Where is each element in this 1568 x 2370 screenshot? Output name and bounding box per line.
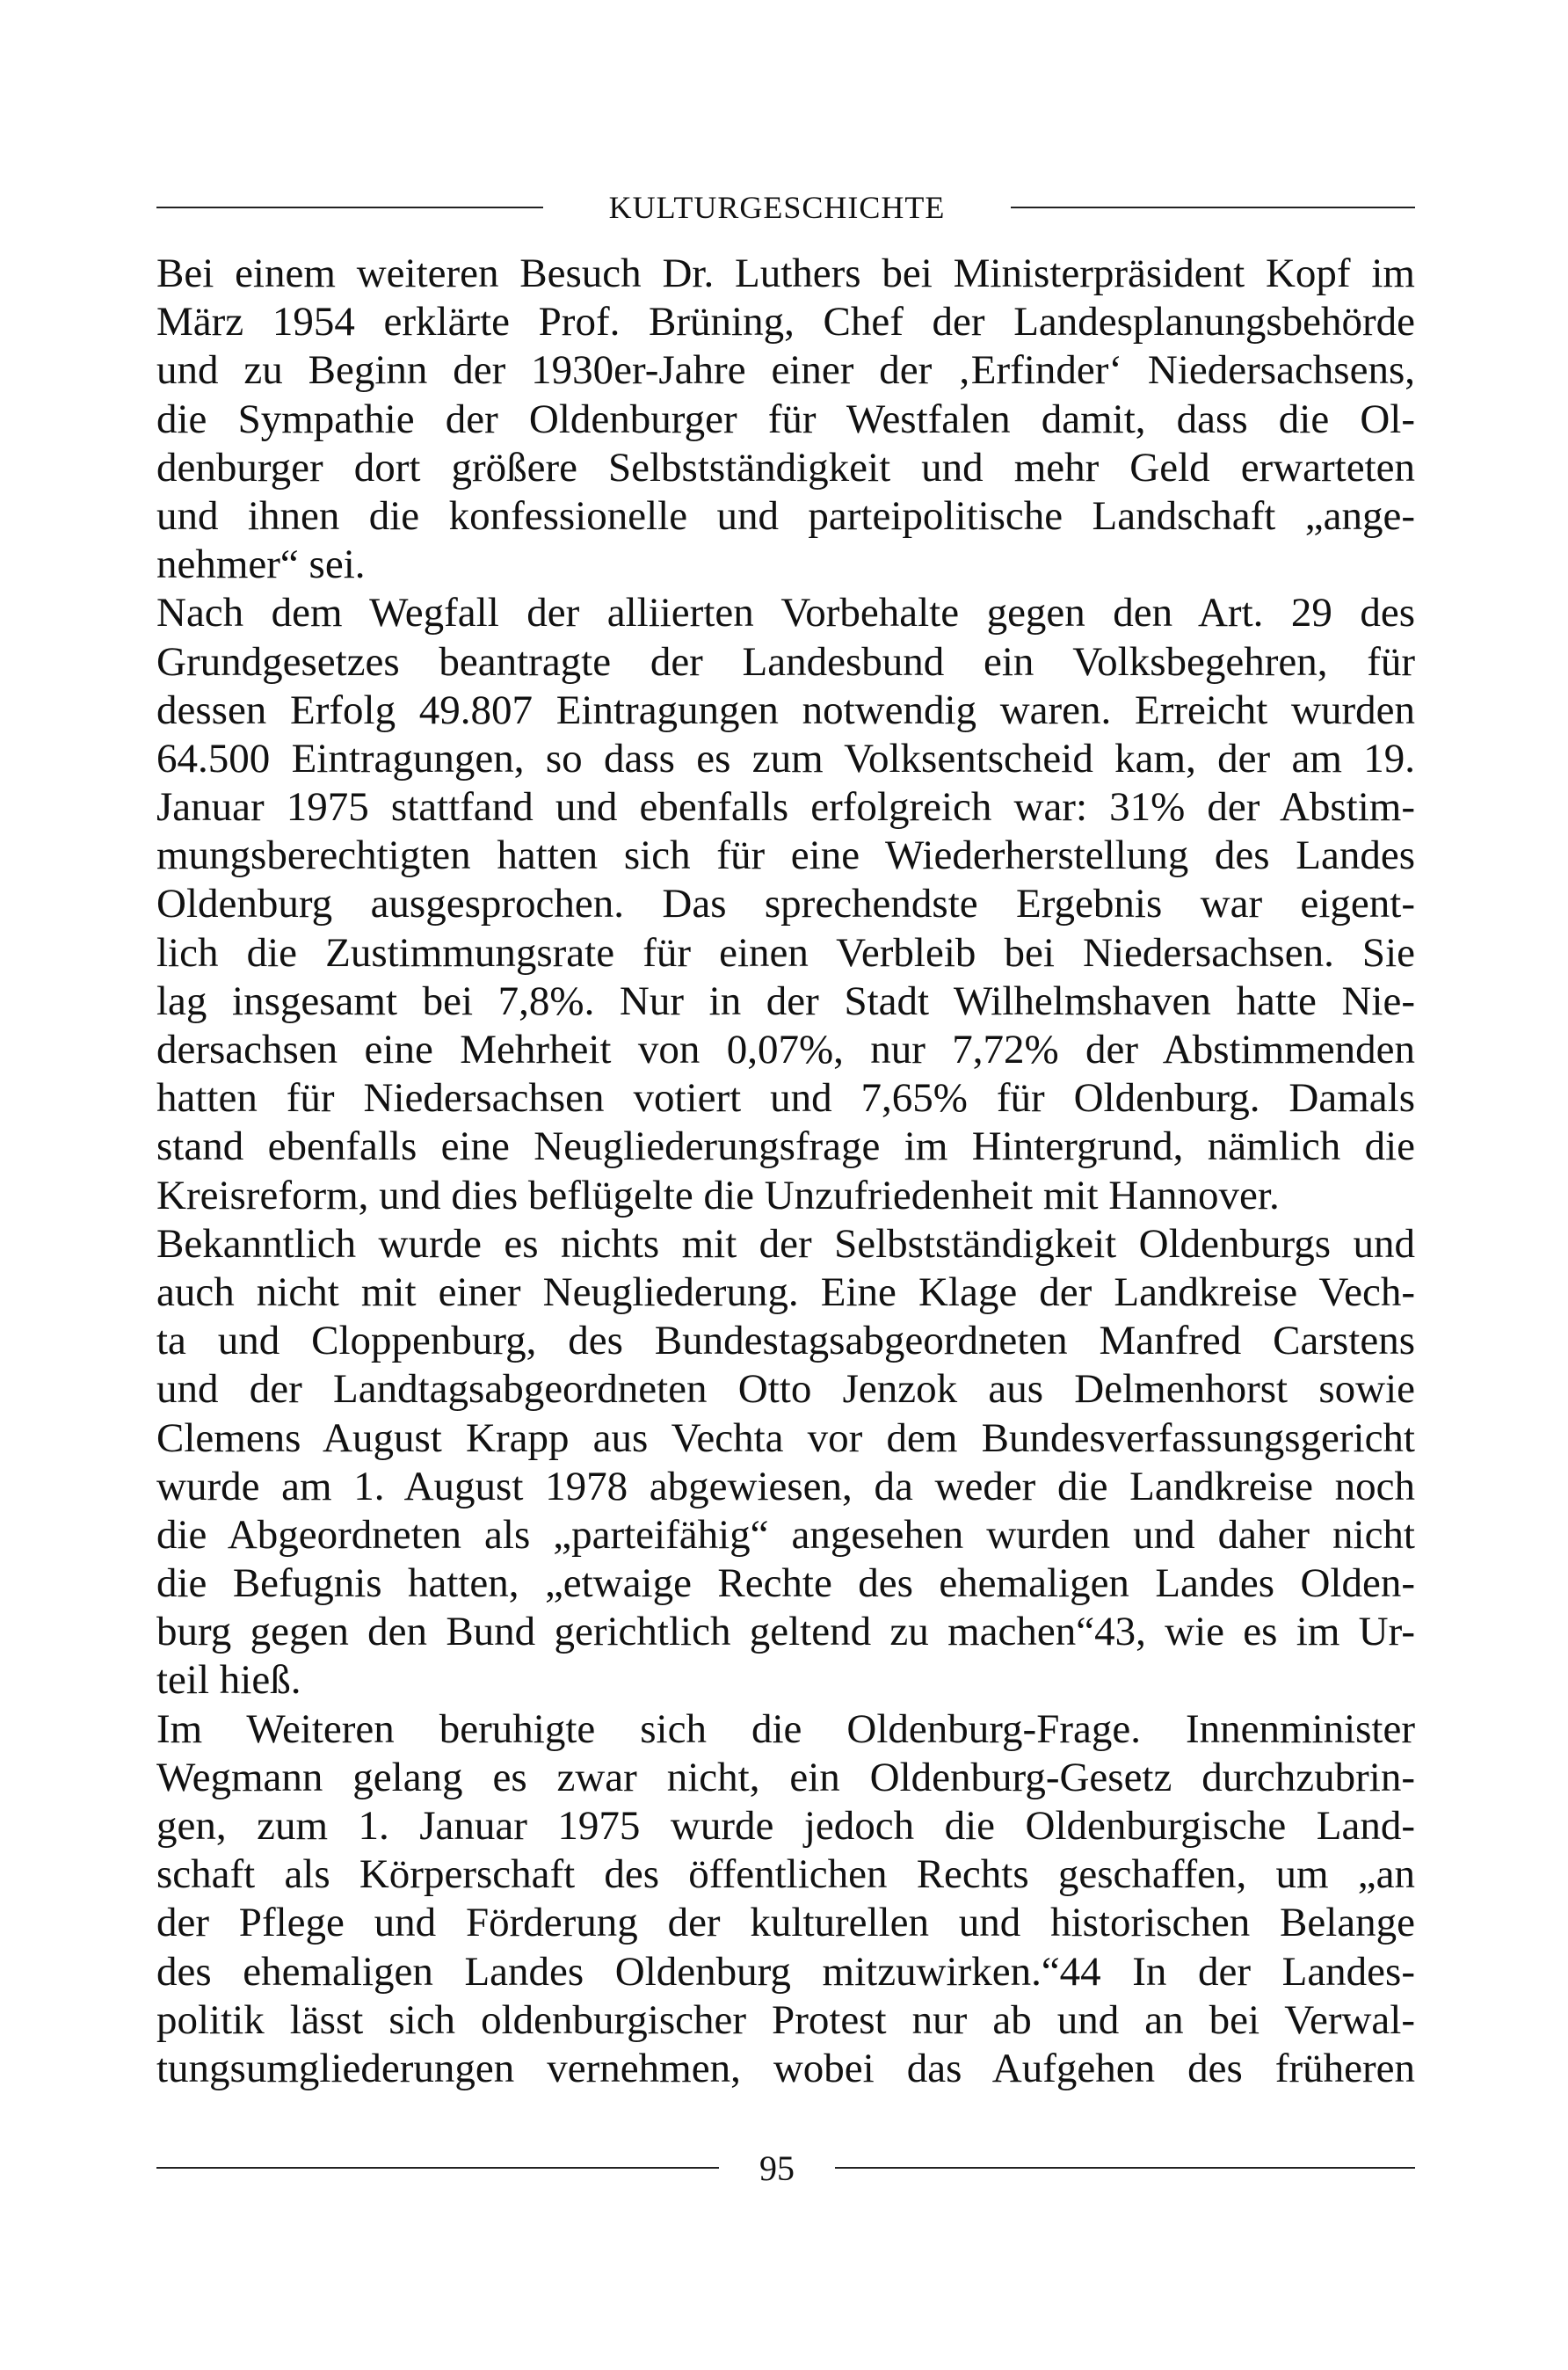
text-line: und zu Beginn der 1930er-Jahre einer der ‚Erfinder‘ Niedersachsens,	[156, 347, 1415, 394]
page-number: 95	[759, 2148, 795, 2188]
text-line: März 1954 erklärte Prof. Brüning, Chef der Landesplanungsbehörde	[156, 299, 1415, 345]
text-line: nehmer“ sei.	[156, 542, 366, 588]
text-line: schaft als Körperschaft des öffentlichen Rechts geschaffen, um „an	[156, 1851, 1415, 1898]
text-line: gen, zum 1. Januar 1975 wurde jedoch die Oldenburgische Land-	[156, 1803, 1415, 1849]
text-line: Kreisreform, und dies beflügelte die Unzufriedenheit mit Hannover.	[156, 1172, 1280, 1218]
footer-rule-left	[156, 2167, 719, 2169]
text-line: Im Weiteren beruhigte sich die Oldenburg-Frage. Innenminister	[156, 1705, 1415, 1752]
text-line: Januar 1975 stattfand und ebenfalls erfolgreich war: 31% der Abstim-	[156, 784, 1415, 831]
text-line: tungsumgliederungen vernehmen, wobei das Aufgehen des früheren	[156, 2045, 1415, 2091]
page-footer	[156, 2143, 1415, 2192]
text-line: die Sympathie der Oldenburger für Westfalen damit, dass die Ol-	[156, 396, 1415, 442]
text-line: burg gegen den Bund gerichtlich geltend zu machen“43, wie es im Ur-	[156, 1609, 1415, 1655]
text-line: wurde am 1. August 1978 abgewiesen, da weder die Landkreise noch	[156, 1463, 1415, 1509]
text-line: Bekanntlich wurde es nichts mit der Selbstständigkeit Oldenburgs und	[156, 1220, 1415, 1267]
text-line: teil hieß.	[156, 1657, 301, 1704]
text-line: 64.500 Eintragungen, so dass es zum Volksentscheid kam, der am 19.	[156, 735, 1415, 782]
text-line: die Befugnis hatten, „etwaige Rechte des ehemaligen Landes Olden-	[156, 1560, 1415, 1607]
footer-rule-right	[835, 2167, 1415, 2169]
text-line: hatten für Niedersachsen votiert und 7,65% für Oldenburg. Damals	[156, 1075, 1415, 1122]
text-line: Clemens August Krapp aus Vechta vor dem Bundesverfassungsgericht	[156, 1414, 1415, 1461]
text-line: denburger dort größere Selbstständigkeit und mehr Geld erwarteten	[156, 444, 1415, 491]
text-line: Wegmann gelang es zwar nicht, ein Oldenburg-Gesetz durchzubrin-	[156, 1754, 1415, 1800]
text-line: dersachsen eine Mehrheit von 0,07%, nur 7,72% der Abstimmenden	[156, 1027, 1415, 1072]
header-rule-right	[1011, 207, 1415, 208]
running-header	[156, 183, 1415, 232]
text-line: und ihnen die konfessionelle und parteipolitische Landschaft „ange-	[156, 492, 1415, 539]
text-line: politik lässt sich oldenburgischer Protest nur ab und an bei Verwal-	[156, 1996, 1415, 2043]
text-line: mungsberechtigten hatten sich für eine Wiederherstellung des Landes	[156, 832, 1415, 879]
text-line: Grundgesetzes beantragte der Landesbund ein Volksbegehren, für	[156, 638, 1415, 685]
body-text	[156, 250, 1415, 2093]
text-line: und der Landtagsabgeordneten Otto Jenzok aus Delmenhorst sowie	[156, 1366, 1415, 1413]
text-line: lich die Zustimmungsrate für einen Verbleib bei Niedersachsen. Sie	[156, 929, 1415, 976]
text-line: Oldenburg ausgesprochen. Das sprechendste Ergebnis war eigent-	[156, 881, 1415, 927]
text-line: auch nicht mit einer Neugliederung. Eine Klage der Landkreise Vech-	[156, 1269, 1415, 1315]
text-line: lag insgesamt bei 7,8%. Nur in der Stadt Wilhelmshaven hatte Nie-	[156, 978, 1415, 1024]
text-line: der Pflege und Förderung der kulturellen und historischen Belange	[156, 1900, 1415, 1946]
text-line: die Abgeordneten als „parteifähig“ angesehen wurden und daher nicht	[156, 1511, 1415, 1558]
text-line: ta und Cloppenburg, des Bundestagsabgeordneten Manfred Carstens	[156, 1318, 1415, 1364]
text-line: des ehemaligen Landes Oldenburg mitzuwirken.“44 In der Landes-	[156, 1948, 1415, 1995]
text-line: Nach dem Wegfall der alliierten Vorbehalte gegen den Art. 29 des	[156, 590, 1415, 636]
header-title: KULTURGESCHICHTE	[608, 190, 946, 225]
text-line: stand ebenfalls eine Neugliederungsfrage im Hintergrund, nämlich die	[156, 1123, 1415, 1170]
text-line: Bei einem weiteren Besuch Dr. Luthers bei Ministerpräsident Kopf im	[156, 251, 1415, 296]
header-rule-left	[156, 207, 543, 208]
text-line: dessen Erfolg 49.807 Eintragungen notwendig waren. Erreicht wurden	[156, 687, 1415, 733]
